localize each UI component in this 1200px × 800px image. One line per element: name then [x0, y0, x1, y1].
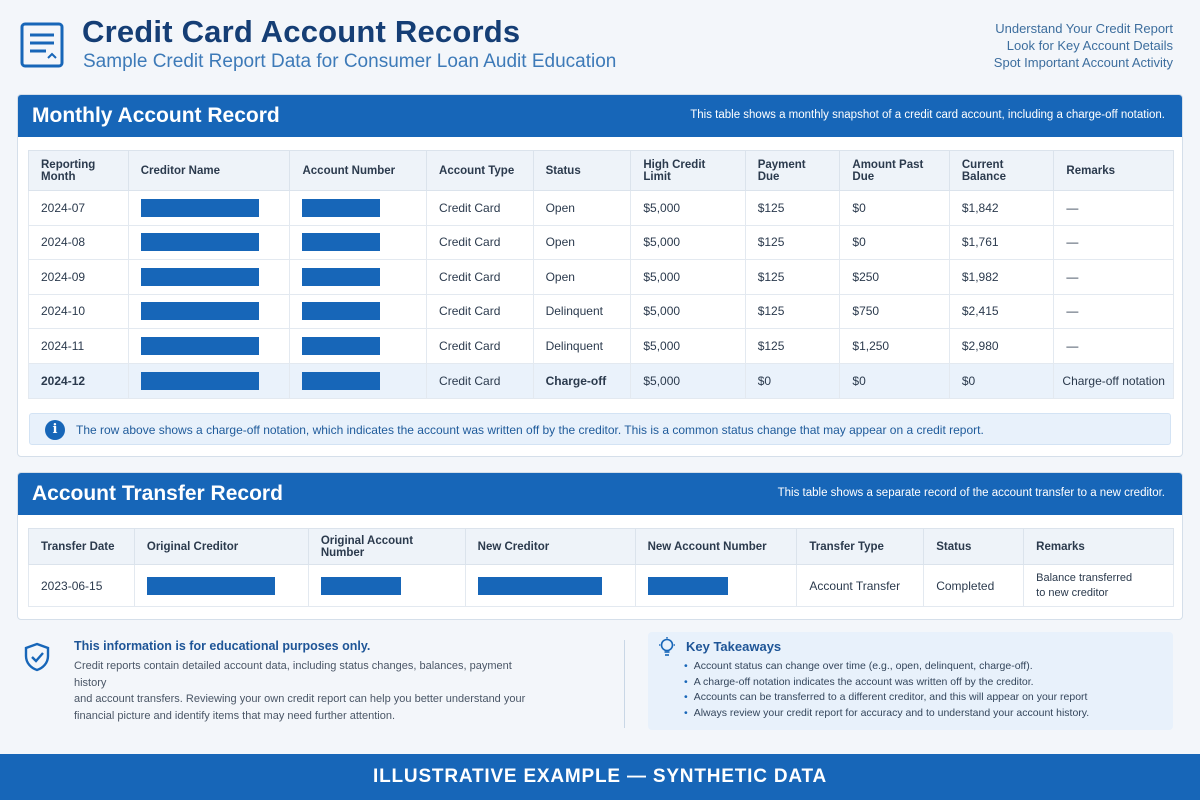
cell-transfer-type: Account Transfer: [797, 565, 924, 607]
cell-limit: $5,000: [631, 260, 745, 295]
education-line: and account transfers. Reviewing your own credit report can help you better understand your: [74, 693, 526, 705]
cell-remarks: Charge-off notation: [1054, 363, 1174, 398]
cell-transfer-remarks: [1024, 565, 1174, 607]
cell-balance: $1,982: [949, 260, 1054, 295]
cell-month: 2024-12: [29, 363, 129, 398]
page-title: Credit Card Account Records: [82, 14, 521, 49]
key-takeaways-title: Key Takeaways: [686, 639, 782, 654]
cell-account-redacted: [290, 191, 427, 226]
education-title: This information is for educational purposes only.: [74, 639, 371, 653]
cell-remarks: —: [1054, 225, 1174, 260]
monthly-panel-header: [18, 95, 1182, 137]
redaction-bar: [302, 268, 380, 286]
footer-text: ILLUSTRATIVE EXAMPLE — SYNTHETIC DATA: [373, 766, 827, 787]
col-transfer-remarks: Remarks: [1024, 529, 1174, 565]
col-new-account-number: New Account Number: [635, 529, 797, 565]
cell-status: Delinquent: [533, 294, 631, 329]
col-transfer-status: Status: [924, 529, 1024, 565]
cell-transfer-status: Completed: [924, 565, 1024, 607]
col-high-credit-limit: High Credit Limit: [631, 151, 745, 191]
monthly-record-panel: [17, 94, 1183, 457]
cell-new-creditor-redacted: [465, 565, 635, 607]
document-icon: [20, 22, 66, 68]
charge-off-info-text: The row above shows a charge-off notation, which indicates the account was written off by the creditor. This is a common status change that may appear on a credit report.: [76, 423, 984, 437]
key-takeaways-list: [684, 659, 1089, 721]
transfer-record-panel: [17, 472, 1183, 620]
list-item: • Account status can change over time (e.g., open, delinquent, charge-off).: [684, 659, 1089, 675]
cell-type: Credit Card: [427, 225, 534, 260]
col-transfer-type: Transfer Type: [797, 529, 924, 565]
monthly-record-table: [28, 150, 1174, 399]
cell-account-redacted: [290, 294, 427, 329]
col-payment-due: Payment Due: [745, 151, 840, 191]
section-divider: [624, 640, 625, 728]
cell-account-redacted: [290, 225, 427, 260]
cell-limit: $5,000: [631, 225, 745, 260]
cell-account-redacted: [290, 363, 427, 398]
table-row: [29, 260, 1174, 295]
transfer-record-table: [28, 528, 1174, 607]
cell-past-due: $0: [840, 363, 949, 398]
cell-account-redacted: [290, 260, 427, 295]
cell-payment: $125: [745, 225, 840, 260]
redaction-bar: [141, 337, 259, 355]
header-links: [994, 20, 1173, 71]
table-row: [29, 191, 1174, 226]
cell-payment: $125: [745, 191, 840, 226]
monthly-header-row: [29, 151, 1174, 191]
monthly-panel-title: Monthly Account Record: [32, 104, 280, 127]
redaction-bar: [648, 577, 728, 595]
header-link-understand[interactable]: Understand Your Credit Report: [995, 21, 1173, 36]
cell-status: Open: [533, 225, 631, 260]
monthly-panel-note: This table shows a monthly snapshot of a credit card account, including a charge-off notation.: [690, 109, 1165, 121]
education-text: [74, 658, 544, 724]
col-amount-past-due: Amount Past Due: [840, 151, 949, 191]
col-transfer-date: Transfer Date: [29, 529, 135, 565]
cell-balance: $0: [949, 363, 1054, 398]
redaction-bar: [141, 233, 259, 251]
header-link-details[interactable]: Look for Key Account Details: [1006, 38, 1173, 53]
cell-transfer-date: 2023-06-15: [29, 565, 135, 607]
cell-balance: $2,980: [949, 329, 1054, 364]
page-header: [0, 0, 1200, 92]
page-subtitle: Sample Credit Report Data for Consumer Loan Audit Education: [83, 51, 617, 72]
cell-balance: $2,415: [949, 294, 1054, 329]
redaction-bar: [141, 302, 259, 320]
charge-off-info-bar: [29, 413, 1171, 445]
cell-remarks: —: [1054, 260, 1174, 295]
cell-original-account-redacted: [308, 565, 465, 607]
cell-payment: $0: [745, 363, 840, 398]
transfer-panel-note: This table shows a separate record of the account transfer to a new creditor.: [777, 487, 1165, 499]
list-item: • Always review your credit report for accuracy and to understand your account history.: [684, 706, 1089, 722]
cell-type: Credit Card: [427, 363, 534, 398]
col-original-account-number: Original Account Number: [308, 529, 465, 565]
list-item: • A charge-off notation indicates the account was written off by the creditor.: [684, 675, 1089, 691]
redaction-bar: [141, 372, 259, 390]
cell-past-due: $250: [840, 260, 949, 295]
cell-account-redacted: [290, 329, 427, 364]
cell-payment: $125: [745, 260, 840, 295]
cell-status: Open: [533, 191, 631, 226]
redaction-bar: [302, 337, 380, 355]
cell-limit: $5,000: [631, 329, 745, 364]
education-line: Credit reports contain detailed account data, including status changes, balances, payment history: [74, 660, 512, 689]
cell-creditor-redacted: [128, 260, 290, 295]
cell-past-due: $0: [840, 225, 949, 260]
cell-month: 2024-08: [29, 225, 129, 260]
cell-creditor-redacted: [128, 329, 290, 364]
shield-icon: [24, 642, 50, 672]
cell-balance: $1,761: [949, 225, 1054, 260]
transfer-panel-header: [18, 473, 1182, 515]
redaction-bar: [147, 577, 275, 595]
cell-limit: $5,000: [631, 294, 745, 329]
cell-month: 2024-09: [29, 260, 129, 295]
col-status: Status: [533, 151, 631, 191]
cell-payment: $125: [745, 294, 840, 329]
redaction-bar: [321, 577, 401, 595]
header-link-activity[interactable]: Spot Important Account Activity: [993, 55, 1173, 70]
redaction-bar: [302, 233, 380, 251]
key-takeaways-box: [648, 632, 1173, 730]
cell-new-account-redacted: [635, 565, 797, 607]
cell-limit: $5,000: [631, 191, 745, 226]
cell-limit: $5,000: [631, 363, 745, 398]
redaction-bar: [302, 302, 380, 320]
col-account-type: Account Type: [427, 151, 534, 191]
cell-remarks: —: [1054, 191, 1174, 226]
cell-type: Credit Card: [427, 294, 534, 329]
cell-status: Open: [533, 260, 631, 295]
col-creditor-name: Creditor Name: [128, 151, 290, 191]
redaction-bar: [141, 268, 259, 286]
transfer-remarks-line-1: Balance transferred: [1036, 571, 1133, 584]
cell-remarks: —: [1054, 294, 1174, 329]
education-line: financial picture and identify items that may need further attention.: [74, 709, 396, 722]
cell-creditor-redacted: [128, 294, 290, 329]
cell-type: Credit Card: [427, 191, 534, 226]
redaction-bar: [478, 577, 602, 595]
list-item: • Accounts can be transferred to a different creditor, and this will appear on your report: [684, 690, 1089, 706]
cell-payment: $125: [745, 329, 840, 364]
redaction-bar: [141, 199, 259, 217]
cell-status: Charge-off: [533, 363, 631, 398]
cell-status: Delinquent: [533, 329, 631, 364]
col-account-number: Account Number: [290, 151, 427, 191]
transfer-header-row: [29, 529, 1174, 565]
col-current-balance: Current Balance: [949, 151, 1054, 191]
table-row: [29, 565, 1174, 607]
table-row: [29, 225, 1174, 260]
redaction-bar: [302, 372, 380, 390]
cell-month: 2024-11: [29, 329, 129, 364]
col-original-creditor: Original Creditor: [134, 529, 308, 565]
redaction-bar: [302, 199, 380, 217]
education-note: [24, 636, 604, 736]
table-row: [29, 294, 1174, 329]
cell-creditor-redacted: [128, 363, 290, 398]
table-row: [29, 329, 1174, 364]
cell-past-due: $750: [840, 294, 949, 329]
cell-past-due: $0: [840, 191, 949, 226]
footer-banner: [0, 754, 1200, 800]
col-reporting-month: Reporting Month: [29, 151, 129, 191]
lightbulb-icon: [658, 637, 676, 657]
cell-month: 2024-07: [29, 191, 129, 226]
info-icon: i: [45, 420, 65, 440]
transfer-remarks-line-2: to new creditor: [1036, 586, 1109, 599]
cell-type: Credit Card: [427, 260, 534, 295]
cell-month: 2024-10: [29, 294, 129, 329]
cell-type: Credit Card: [427, 329, 534, 364]
col-remarks: Remarks: [1054, 151, 1174, 191]
cell-past-due: $1,250: [840, 329, 949, 364]
table-row-charge-off: [29, 363, 1174, 398]
col-new-creditor: New Creditor: [465, 529, 635, 565]
cell-remarks: —: [1054, 329, 1174, 364]
cell-original-creditor-redacted: [134, 565, 308, 607]
cell-creditor-redacted: [128, 191, 290, 226]
cell-balance: $1,842: [949, 191, 1054, 226]
cell-creditor-redacted: [128, 225, 290, 260]
transfer-panel-title: Account Transfer Record: [32, 482, 283, 505]
